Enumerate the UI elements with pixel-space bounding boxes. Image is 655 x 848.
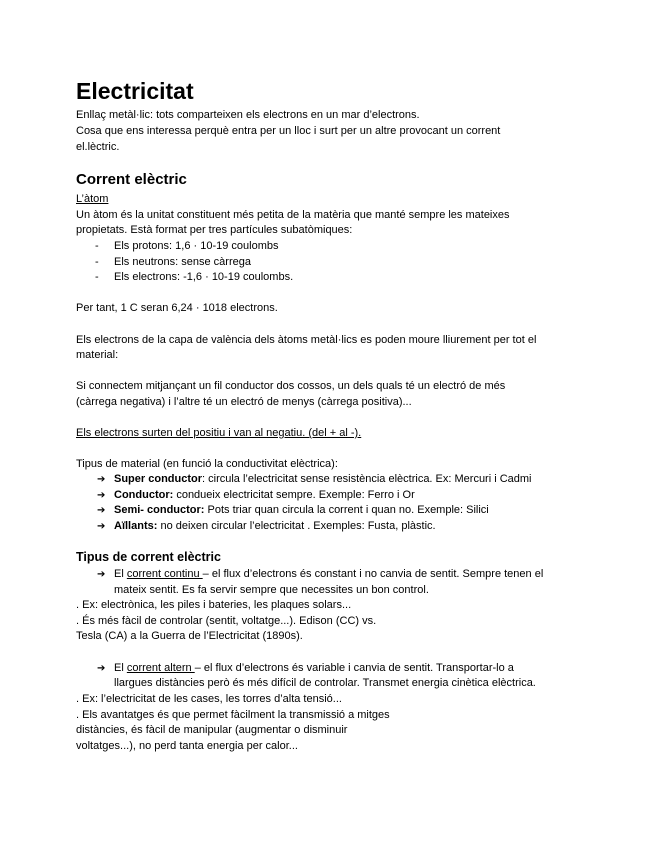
intro-line: el.lèctric. bbox=[76, 141, 120, 153]
dash-bullet: - bbox=[95, 271, 99, 283]
list-item bbox=[114, 488, 415, 503]
term: Conductor: bbox=[114, 489, 174, 501]
list-item-dc bbox=[114, 567, 543, 582]
paragraph-line: Si connectem mitjançant un fil conductor dos cossos, un dels quals té un electró de més bbox=[76, 380, 506, 392]
definition: – el flux d’electrons és variable i canvia de sentit. Transportar-lo a bbox=[194, 662, 514, 674]
definition: : circula l’electricitat sense resistència elèctrica. Ex: Mercuri i Cadmi bbox=[202, 473, 532, 485]
list-item bbox=[114, 472, 532, 487]
paragraph-line: voltatges...), no perd tanta energia per calor... bbox=[76, 740, 298, 752]
arrow-bullet-icon: ➔ bbox=[97, 663, 106, 674]
dash-bullet: - bbox=[95, 240, 99, 252]
underlined-statement: Els electrons surten del positiu i van al negatiu. (del + al -). bbox=[76, 427, 362, 439]
list-item bbox=[114, 519, 436, 534]
arrow-bullet-icon: ➔ bbox=[97, 505, 106, 516]
list-item-continuation: llargues distàncies però és més difícil de controlar. Transmet energia cinètica elèctrica. bbox=[114, 677, 536, 689]
prefix: El bbox=[114, 662, 127, 674]
list-item-continuation: mateix sentit. Es fa servir sempre que necessites un bon control. bbox=[114, 584, 429, 596]
subheading-atom: L’àtom bbox=[76, 193, 109, 205]
paragraph-line: Un àtom és la unitat constituent més petita de la matèria que manté sempre les mateixes bbox=[76, 209, 510, 221]
definition: Pots triar quan circula la corrent i quan no. Exemple: Silici bbox=[204, 504, 489, 516]
arrow-bullet-icon: ➔ bbox=[97, 490, 106, 501]
paragraph-line: . Ex: electrònica, les piles i bateries, les plaques solars... bbox=[76, 599, 352, 611]
term: Aïllants: bbox=[114, 520, 158, 532]
term: Super conductor bbox=[114, 473, 203, 485]
paragraph-line: . És més fàcil de controlar (sentit, voltatge...). Edison (CC) vs. bbox=[76, 615, 377, 627]
arrow-bullet-icon: ➔ bbox=[97, 569, 106, 580]
prefix: El bbox=[114, 568, 127, 580]
arrow-bullet-icon: ➔ bbox=[97, 474, 106, 485]
section-heading-corrent-electric: Corrent elèctric bbox=[76, 171, 187, 188]
paragraph-line: distàncies, és fàcil de manipular (augmentar o disminuir bbox=[76, 724, 348, 736]
paragraph-line: . Els avantatges és que permet fàcilment la transmissió a mitges bbox=[76, 709, 390, 721]
paragraph-line: Els electrons de la capa de valència dels àtoms metàl·lics es poden moure lliurement per tot el bbox=[76, 334, 537, 346]
definition: no deixen circular l’electricitat . Exemples: Fusta, plàstic. bbox=[157, 520, 436, 532]
intro-line: Cosa que ens interessa perquè entra per un lloc i surt per un altre provocant un corrent bbox=[76, 125, 501, 137]
page-title: Electricitat bbox=[76, 78, 194, 104]
definition: – el flux d’electrons és constant i no canvia de sentit. Sempre tenen el bbox=[202, 568, 544, 580]
paragraph-line: Per tant, 1 C seran 6,24 · 1018 electrons. bbox=[76, 302, 278, 314]
paragraph-line: propietats. Està format per tres partícules subatòmiques: bbox=[76, 224, 353, 236]
list-item: Els neutrons: sense càrrega bbox=[114, 256, 251, 268]
paragraph-line: material: bbox=[76, 349, 119, 361]
dash-bullet: - bbox=[95, 256, 99, 268]
list-item-ac bbox=[114, 661, 514, 676]
intro-line: Enllaç metàl·lic: tots comparteixen els electrons en un mar d’electrons. bbox=[76, 109, 420, 121]
paragraph-line: (càrrega negativa) i l’altre té un electró de menys (càrrega positiva)... bbox=[76, 396, 412, 408]
section-heading-tipus-corrent: Tipus de corrent elèctric bbox=[76, 550, 221, 564]
term-corrent-continu: corrent continu bbox=[126, 568, 203, 580]
list-item: Els electrons: -1,6 · 10-19 coulombs. bbox=[114, 271, 294, 283]
term: Semi- conductor: bbox=[114, 504, 205, 516]
arrow-bullet-icon: ➔ bbox=[97, 521, 106, 532]
list-item bbox=[114, 503, 489, 518]
paragraph-line: Tesla (CA) a la Guerra de l’Electricitat (1890s). bbox=[76, 630, 303, 642]
paragraph-line: . Ex: l’electricitat de les cases, les torres d’alta tensió... bbox=[76, 693, 342, 705]
term-corrent-altern: corrent altern bbox=[126, 662, 195, 674]
list-item: Els protons: 1,6 · 10-19 coulombs bbox=[114, 240, 279, 252]
paragraph-line: Tipus de material (en funció la conductivitat elèctrica): bbox=[76, 458, 338, 470]
definition: condueix electricitat sempre. Exemple: Ferro i Or bbox=[173, 489, 415, 501]
